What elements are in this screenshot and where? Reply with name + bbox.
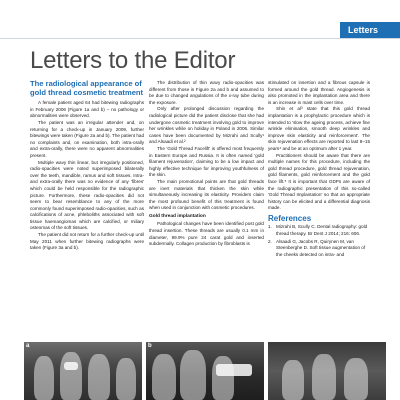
- paragraph: The patient did not return for a further check-up until May 2011 when further bitewing radiographs were taken (Figure 3a and b).: [30, 232, 144, 251]
- paragraph: The 'Gold Thread Facelift' is offered most frequently in Eastern Europe and Russia. It is often named 'gold filament rejuvenation', claiming to be a low impact and highly effective technique for improving youthfulness of the skin.: [149, 145, 264, 178]
- tooth-shape: [152, 354, 176, 400]
- paragraph: Shin et al³ state that this gold thread implantation is a prophylactic procedure which is intended to 'slow the ageing process, achieve fine wrinkle elimination, smooth deep wrinkles and improve skin elasticity and reinforcement'. The skin rejuvenation effects are reported to last 8–15 years⁴ and be at an optimum after 1 year.: [268, 106, 370, 151]
- tooth-shape: [88, 354, 110, 400]
- radiograph-figure-b: [146, 342, 264, 400]
- tooth-shape: [282, 360, 304, 400]
- reference-text: Alsaadi G, Jacobs R, Quirynen M, van Steenberghe D. Soft tissue augmentation of the cheeks detected on intra- and: [276, 238, 366, 257]
- paragraph: Pathological changes have been identified post gold thread insertion. These threads are usually 0.1 mm in diameter, 99.9% pure 24 carat gold and inserted subdermally. Collagen production by fibroblasts is: [149, 221, 264, 247]
- figure-label: a: [26, 343, 30, 349]
- paragraph: Only after prolonged discussion regarding the radiological picture did the patient disclose that she had undergone cosmetic treatment involving gold to improve her wrinkles while on holiday in Poland in 2006. Similar cases have been documented by Mizrahi and Scully¹ and Alsaadi et al.²: [149, 106, 264, 145]
- column-2: [149, 80, 264, 248]
- tooth-shape: [180, 350, 206, 400]
- paragraph: Practitioners should be aware that there are multiple names for this procedure, including the gold thread procedure, gold thread rejuvenation, gold filaments, gold reinforcement and the gold face lift.⁵ It is important that GDPs are aware of the radiographic presentation of this so-called 'Gold Thread Implantation' so that an appropriate history can be elicited and a differential diagnosis made.: [268, 152, 370, 211]
- page-title: Letters to the Editor: [30, 47, 236, 74]
- figure-label: b: [148, 343, 152, 349]
- reference-number: 2.: [268, 238, 272, 244]
- reference-text: Mizrahi B, Scully C. Dental radiography: gold thread therapy. Br Dent J 2014; 216: 606.: [276, 224, 368, 237]
- tooth-shape: [60, 352, 82, 400]
- paragraph: The patient was an irregular attender and, on returning for a check-up in January 2009, further bitewings were taken (Figure 2a and b). The patient had no complaints and, on examination, both intra-orally and extra-orally, there were no apparent abnormalities present.: [30, 119, 144, 158]
- paragraph: A female patient aged 64 had bitewing radiographs in February 2006 (Figure 1a and b) – no pathology or abnormalities were observed.: [30, 100, 144, 119]
- reference-item: [268, 239, 370, 259]
- radiograph-figure-a: [24, 342, 142, 400]
- radiograph-figure-c: [268, 342, 386, 400]
- tooth-shape: [212, 356, 234, 400]
- paragraph: The main promotional points are that gold threads are inert materials that thicken the skin while simultaneously increasing its elasticity. Providers claim the most profound benefit of this treatment is found when used in conjunction with cosmetic procedures.: [149, 178, 264, 211]
- sub-heading: Gold thread implantation: [149, 213, 206, 219]
- tooth-shape: [312, 354, 336, 400]
- tooth-shape: [344, 358, 368, 400]
- paragraph: Multiple wavy thin linear, but irregularly positioned, radio-opacities were noted superimposed bilaterally over the teeth, mandible, ramus and soft tissues. Intra- and extra-orally there was no evidence of any 'fibres' which could be held responsible for the radiographic picture. Furthermore, these radio-opacities did not seem to bear resemblance to any of the more commonly found superimposed radio-opacities, such as calcifications of acne, phleboliths associated with soft tissue haemangiomas which are calcified, or miliary osteomas of the soft tissues.: [30, 159, 144, 231]
- reference-item: [268, 224, 370, 237]
- restoration-shape: [64, 362, 78, 370]
- article-heading: The radiological appearance of gold thread cosmetic treatment: [30, 79, 144, 97]
- paragraph: The distribution of thin wavy radio-opacities was different from those in Figure 2a and b and assumed to be due to changed angulations of the x-ray tube during the exposure.: [149, 80, 264, 105]
- tooth-shape: [116, 358, 136, 400]
- section-tab: Letters: [340, 22, 400, 38]
- tooth-shape: [34, 356, 54, 400]
- paragraph: stimulated on insertion and a fibrous capsule is formed around the gold thread. Angiogenesis is also promoted in the implantation area and there is an increase in mast cells over time.: [268, 80, 370, 105]
- references-heading: References: [268, 213, 312, 223]
- column-1: [30, 80, 144, 252]
- header-rule: [0, 38, 400, 39]
- reference-number: 1.: [268, 224, 272, 230]
- restoration-shape: [216, 364, 252, 376]
- column-3: [268, 80, 370, 259]
